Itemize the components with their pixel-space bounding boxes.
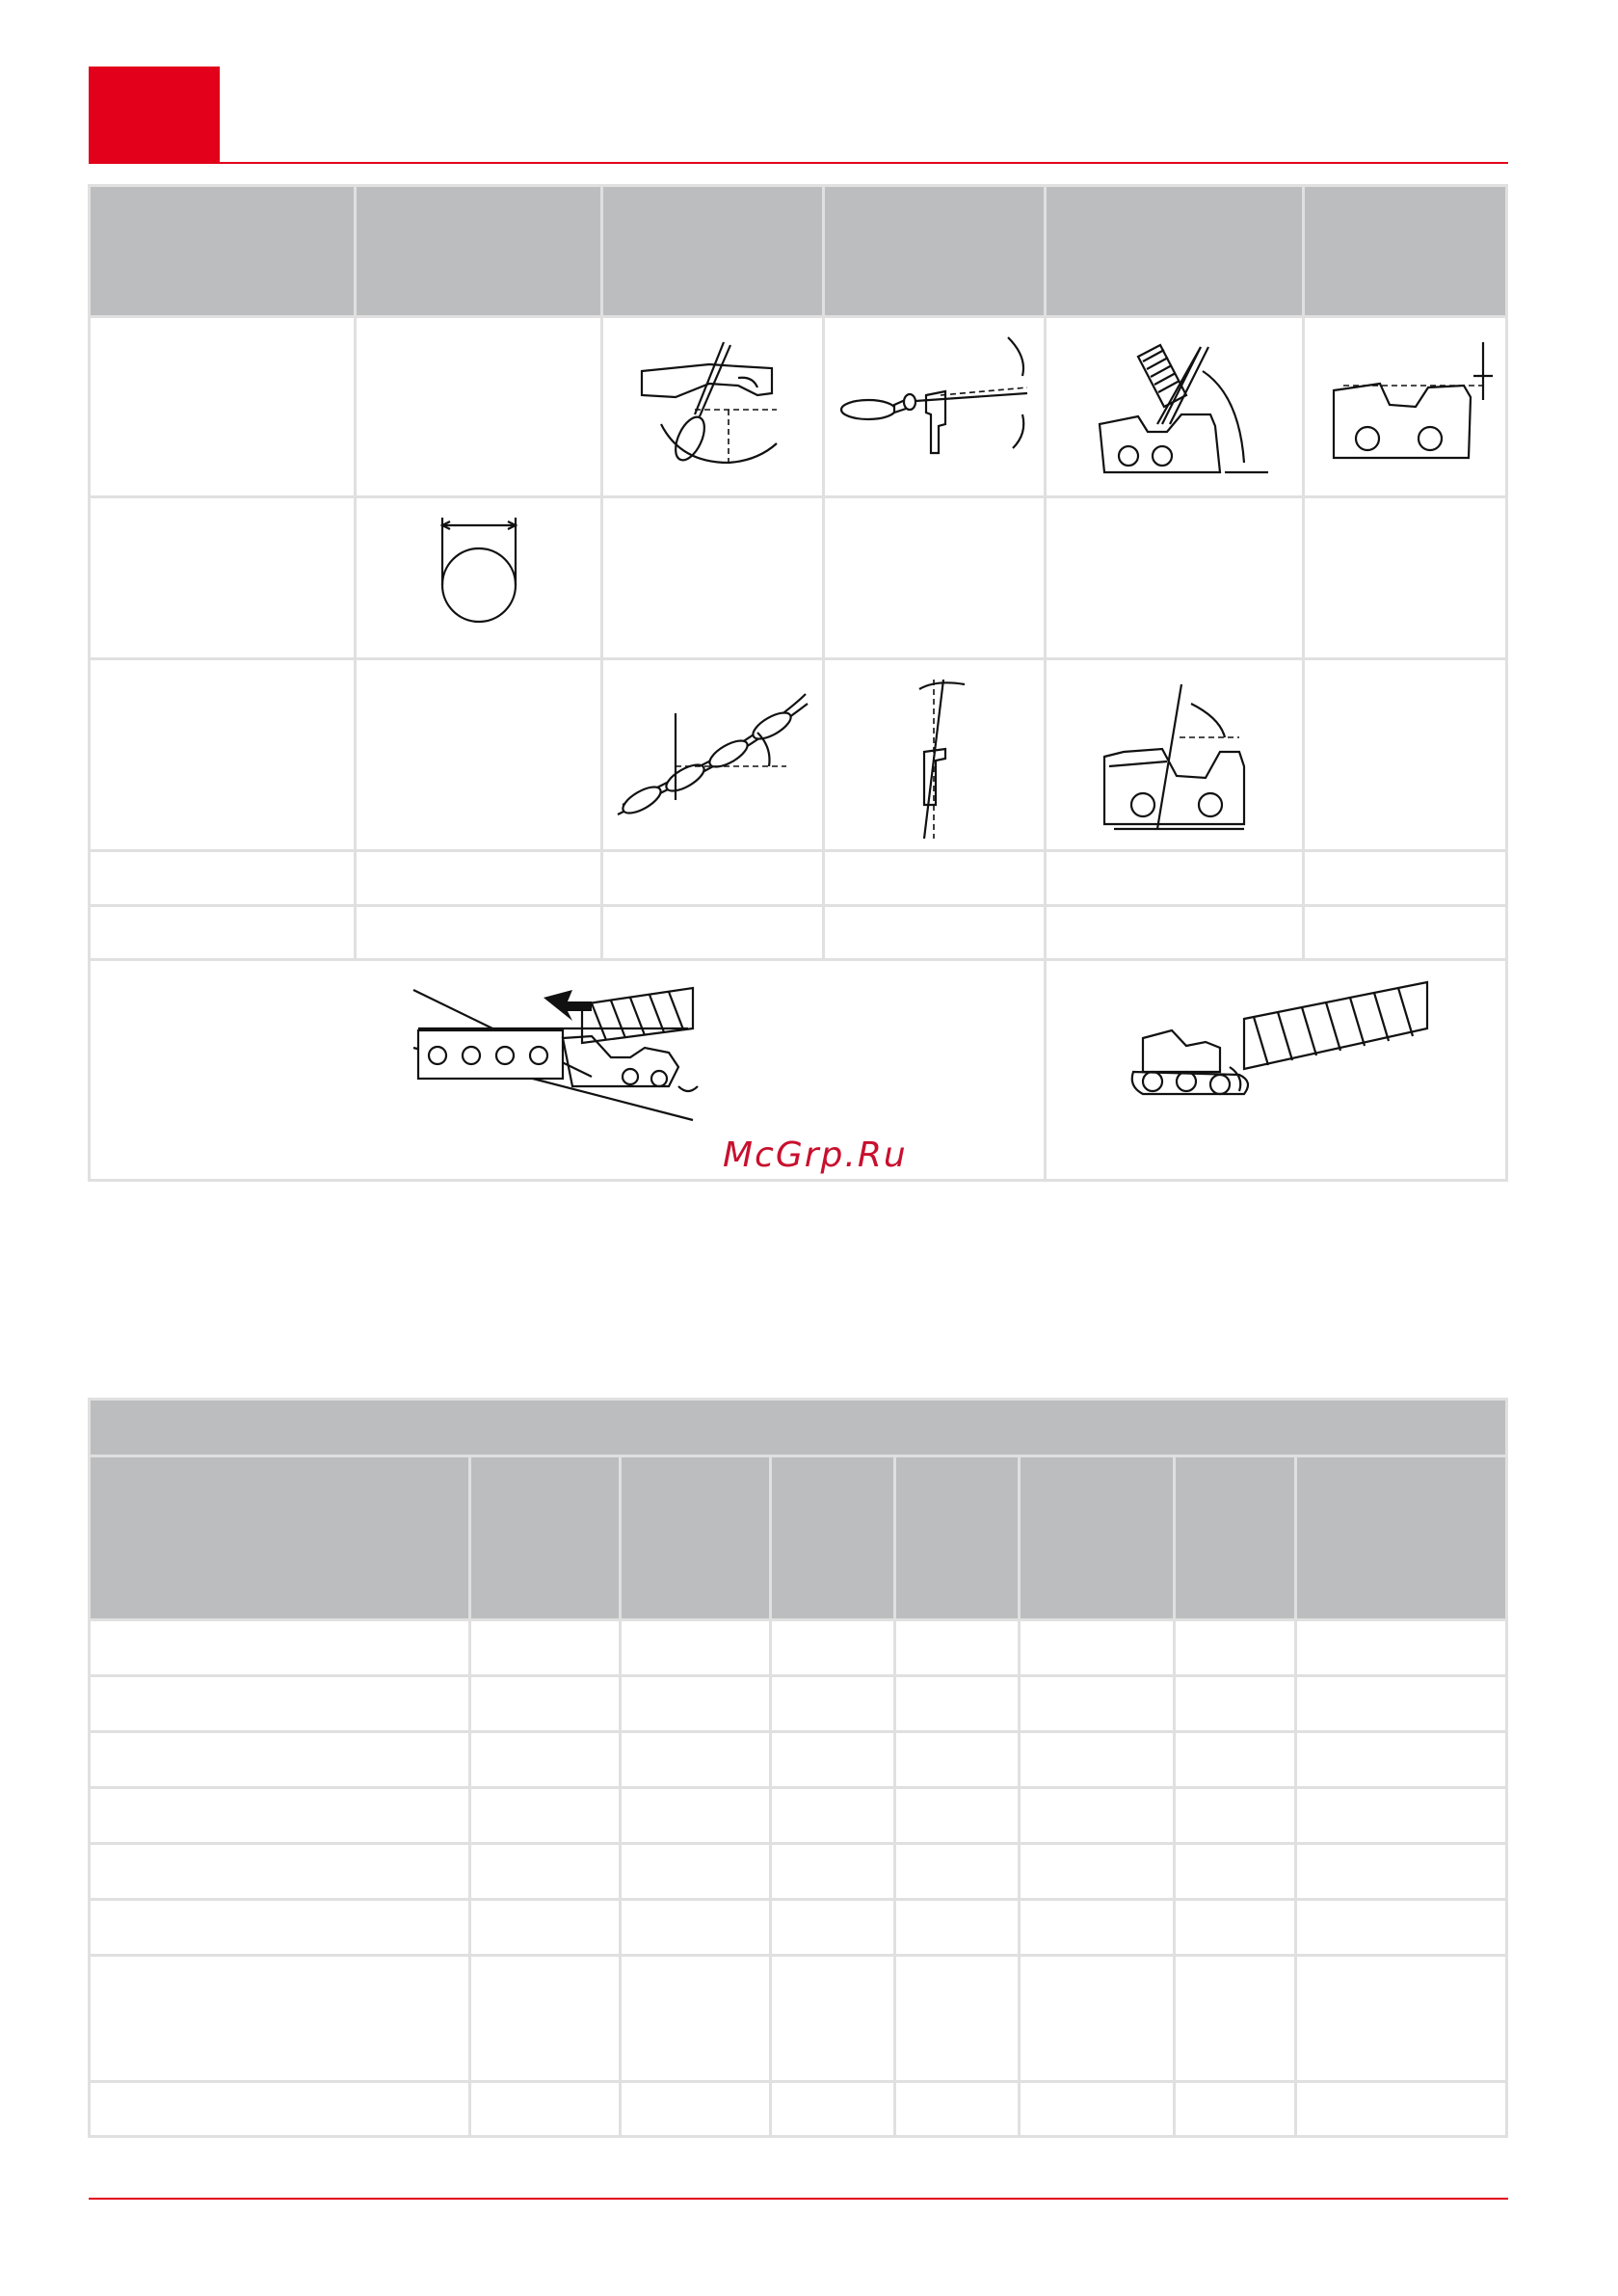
table-cell: [825, 498, 1044, 657]
table-cell: [91, 1845, 468, 1898]
header-cell: [471, 1457, 619, 1618]
table-cell: [471, 1789, 619, 1842]
table-cell: [91, 1621, 468, 1674]
table-cell: [1176, 1733, 1294, 1786]
file-diameter-icon: [357, 498, 600, 657]
table-cell: [603, 852, 822, 904]
table-cell: [1305, 907, 1505, 958]
table-cell: [91, 318, 354, 495]
table-cell: [1021, 1621, 1173, 1674]
cutter-side-angle-icon: [1047, 660, 1302, 849]
table-cell: [622, 1733, 769, 1786]
table-cell: [1305, 852, 1505, 904]
header-cell: [91, 1457, 468, 1618]
table-cell: [772, 2083, 893, 2135]
table-cell: [1021, 1789, 1173, 1842]
header-cell: [1305, 187, 1505, 315]
table-cell: [772, 1677, 893, 1730]
header-cell: [1176, 1457, 1294, 1618]
header-cell: [1021, 1457, 1173, 1618]
table-cell: [622, 2083, 769, 2135]
table-cell: [896, 1789, 1018, 1842]
table-cell: [471, 1733, 619, 1786]
table-cell: [1021, 1733, 1173, 1786]
table-cell: [471, 1677, 619, 1730]
table-cell: [471, 1845, 619, 1898]
table-cell: [1297, 1845, 1505, 1898]
section-marker: [89, 67, 220, 164]
table-cell: [896, 1621, 1018, 1674]
table-cell: [622, 1677, 769, 1730]
table-cell: [622, 1901, 769, 1954]
table-cell: [91, 498, 354, 657]
table-cell: [1297, 1733, 1505, 1786]
table-cell: [1021, 1677, 1173, 1730]
table-cell: [471, 1621, 619, 1674]
table-cell: [1047, 852, 1302, 904]
table-cell: [91, 660, 354, 849]
table-cell: [1021, 1901, 1173, 1954]
table-cell: [896, 2083, 1018, 2135]
table-cell: [1021, 1957, 1173, 2080]
header-cell: [357, 187, 600, 315]
specification-table: [88, 1398, 1508, 2138]
table-cell: [896, 1677, 1018, 1730]
header-cell: [772, 1457, 893, 1618]
chain-top-plate-angle-icon: [603, 660, 822, 849]
table-cell: [91, 1733, 468, 1786]
table-cell: [772, 1621, 893, 1674]
table-cell: [471, 1901, 619, 1954]
header-cell: [603, 187, 822, 315]
depth-gauge-tool-icon: [1047, 961, 1505, 1179]
table-cell: [91, 852, 354, 904]
table-cell: [357, 318, 600, 495]
table-cell: [357, 852, 600, 904]
table-cell: [896, 1733, 1018, 1786]
table-cell: [1305, 498, 1505, 657]
table-cell: [1305, 660, 1505, 849]
table-cell: [357, 907, 600, 958]
table-cell: [1176, 1845, 1294, 1898]
table-cell: [622, 1621, 769, 1674]
table-cell: [471, 2083, 619, 2135]
header-rule: [89, 162, 1508, 164]
table-cell: [1047, 498, 1302, 657]
table-cell: [471, 1957, 619, 2080]
table-cell: [1176, 1957, 1294, 2080]
table-cell: [1297, 1789, 1505, 1842]
table-cell: [1297, 1621, 1505, 1674]
table-cell: [896, 1901, 1018, 1954]
table-cell: [1176, 2083, 1294, 2135]
table-cell: [91, 1789, 468, 1842]
table-cell: [825, 907, 1044, 958]
table-cell: [896, 1845, 1018, 1898]
cutter-gauge-angle-icon: [1047, 318, 1302, 495]
table-cell: [622, 1957, 769, 2080]
side-plate-angle-icon: [825, 660, 1044, 849]
table-cell: [622, 1789, 769, 1842]
header-cell: [1297, 1457, 1505, 1618]
table-cell: [91, 2083, 468, 2135]
table-cell: [1176, 1789, 1294, 1842]
header-cell: [622, 1457, 769, 1618]
table-cell: [772, 1789, 893, 1842]
table-cell: [825, 852, 1044, 904]
table-cell: [772, 1901, 893, 1954]
table-cell: [357, 660, 600, 849]
table-cell: [1021, 2083, 1173, 2135]
table-cell: [1021, 1845, 1173, 1898]
table-cell: [772, 1733, 893, 1786]
table-cell: [772, 1957, 893, 2080]
watermark: McGrp.Ru: [723, 1135, 908, 1175]
table-cell: [91, 907, 354, 958]
header-cell: [91, 187, 354, 315]
table-cell: [1297, 1901, 1505, 1954]
table-cell: [91, 1901, 468, 1954]
table-cell: [603, 907, 822, 958]
file-handle-tilt-icon: [825, 318, 1044, 495]
sharpening-table: [88, 184, 1508, 1182]
header-cell: [896, 1457, 1018, 1618]
table-cell: [91, 1677, 468, 1730]
table-cell: [896, 1957, 1018, 2080]
table-cell: [603, 498, 822, 657]
file-holder-angle-icon: [603, 318, 822, 495]
table-cell: [622, 1845, 769, 1898]
header-cell: [825, 187, 1044, 315]
header-cell: [1047, 187, 1302, 315]
table-cell: [1297, 2083, 1505, 2135]
table-cell: [1297, 1957, 1505, 2080]
table-title-cell: [91, 1401, 1505, 1455]
table-cell: [772, 1845, 893, 1898]
table-cell: [1297, 1677, 1505, 1730]
table-cell: [1176, 1677, 1294, 1730]
footer-rule: [89, 2198, 1508, 2200]
table-cell: [1176, 1901, 1294, 1954]
table-cell: [1047, 907, 1302, 958]
depth-gauge-height-icon: [1305, 318, 1505, 495]
table-cell: [91, 1957, 468, 2080]
table-cell: [1176, 1621, 1294, 1674]
